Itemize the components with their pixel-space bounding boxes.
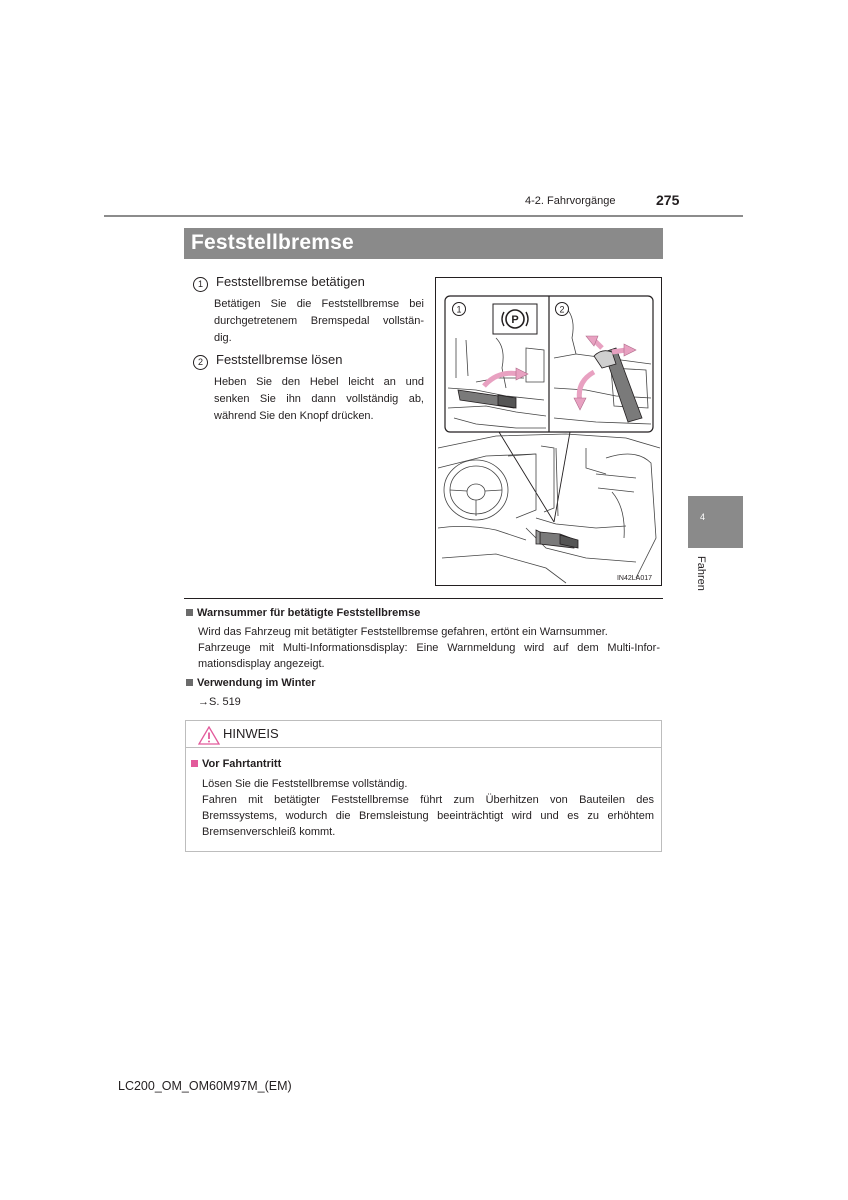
header-rule — [104, 215, 743, 217]
notice-header-rule — [186, 747, 661, 748]
notice-title: HINWEIS — [223, 726, 279, 741]
step-2-line: während Sie den Knopf drücken. — [214, 410, 374, 422]
step-1-line: dig. — [214, 332, 232, 344]
figure-callout-2: 2 — [559, 304, 565, 315]
notice-line: Bremssystems, wodurch die Bremsleistung beeinträchtigt wird und es zu erhöhtem — [202, 810, 654, 822]
note-1-title: Warnsummer für betätigte Feststellbremse — [197, 607, 421, 619]
leader-line-left — [499, 432, 554, 522]
notice-box — [185, 720, 662, 852]
note-1-heading — [186, 607, 420, 619]
step-1-label: Feststellbremse betätigen — [216, 274, 365, 289]
figure-code: IN42LA017 — [616, 575, 652, 582]
parking-symbol-letter: P — [511, 314, 519, 326]
notice-line: Lösen Sie die Feststellbremse vollständig. — [202, 778, 408, 790]
figure-callout-1: 1 — [456, 304, 462, 315]
step-number-1: 1 — [193, 277, 208, 292]
page-number: 275 — [656, 192, 680, 208]
chapter-number: 4 — [700, 512, 706, 522]
footer-code: LC200_OM_OM60M97M_(EM) — [118, 1079, 292, 1093]
square-bullet-icon — [186, 609, 193, 616]
notice-line: Fahren mit betätigter Feststellbremse führt zum Überhitzen von Bauteilen des — [202, 794, 654, 806]
step-1-body — [214, 296, 424, 347]
step-1-line: Betätigen Sie die Feststellbremse bei — [214, 298, 424, 310]
parking-brake-figure — [435, 277, 662, 586]
step-1-line: durchgetretenem Bremspedal vollstän- — [214, 315, 424, 327]
step-1-heading — [193, 274, 365, 292]
running-header: 4-2. Fahrvorgänge — [525, 195, 616, 207]
note-2-body — [198, 694, 241, 710]
note-1-line: Wird das Fahrzeug mit betätigter Feststellbremse gefahren, ertönt ein Warnsummer. — [198, 626, 608, 638]
step-2-heading — [193, 352, 343, 370]
note-2-heading — [186, 677, 315, 689]
chapter-label: Fahren — [695, 556, 707, 591]
note-2-title: Verwendung im Winter — [197, 677, 316, 689]
notice-item-title: Vor Fahrtantritt — [202, 758, 282, 770]
section-rule — [184, 598, 663, 599]
square-bullet-icon — [186, 679, 193, 686]
notice-body — [202, 776, 654, 840]
step-number-2: 2 — [193, 355, 208, 370]
notice-item-heading — [191, 758, 281, 770]
note-1-line: Fahrzeuge mit Multi-Informationsdisplay: Eine Warnmeldung wird auf dem Multi-Infor- — [198, 642, 660, 654]
page-title: Feststellbremse — [191, 231, 354, 254]
step-2-line: senken Sie ihn dann vollständig ab, — [214, 393, 424, 405]
step-2-body — [214, 374, 424, 425]
page-reference-link[interactable]: →S. 519 — [198, 696, 241, 708]
note-1-body — [198, 624, 660, 672]
parking-brake-illustration — [436, 278, 661, 585]
dashboard-illustration — [438, 434, 660, 583]
note-1-line: mationsdisplay angezeigt. — [198, 658, 325, 670]
leader-line-right — [554, 432, 570, 522]
parking-brake-lever-illustration — [536, 530, 578, 548]
pink-square-bullet-icon — [191, 760, 198, 767]
step-2-line: Heben Sie den Hebel leicht an und — [214, 376, 424, 388]
chapter-side-tab — [688, 496, 743, 548]
warning-triangle-icon — [198, 726, 220, 745]
notice-line: Bremsenverschleiß kommt. — [202, 826, 336, 838]
step-2-label: Feststellbremse lösen — [216, 352, 343, 367]
title-bar — [184, 228, 663, 259]
